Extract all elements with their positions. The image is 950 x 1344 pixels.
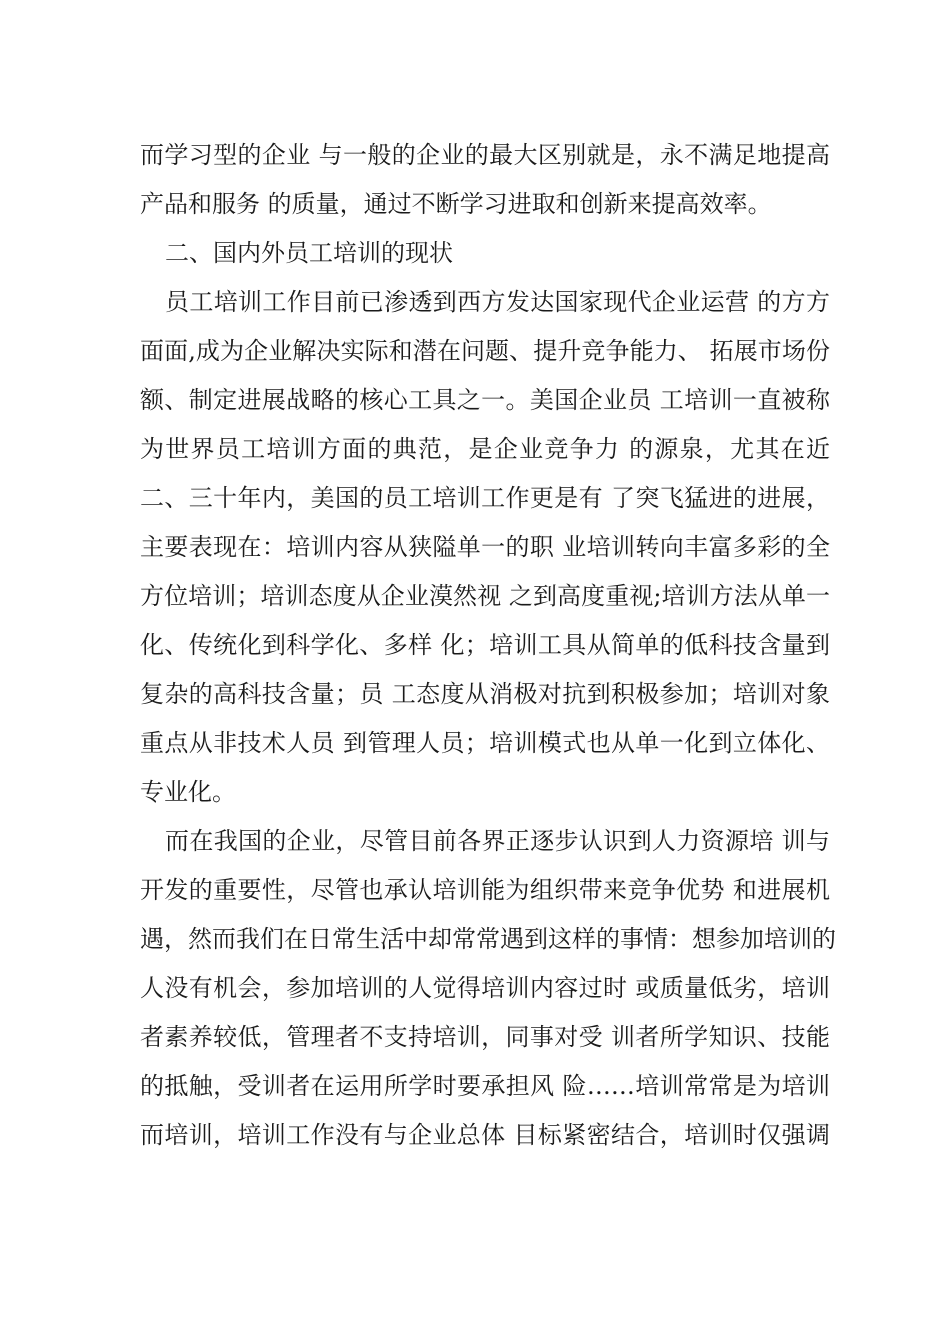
text-line: 额、制定进展战略的核心工具之一。美国企业员 工培训一直被称	[140, 386, 830, 414]
text-line: 面面,成为企业解决实际和潜在问题、提升竞争能力、 拓展市场份	[140, 337, 830, 365]
text-line: 者素养较低，管理者不支持培训，同事对受 训者所学知识、技能	[140, 1023, 830, 1051]
section-heading: 二、国内外员工培训的现状	[165, 239, 453, 267]
text-line: 员工培训工作目前已渗透到西方发达国家现代企业运营 的方方	[165, 288, 830, 316]
text-line: 复杂的高科技含量；员 工态度从消极对抗到积极参加；培训对象	[140, 680, 830, 708]
text-line: 产品和服务 的质量，通过不断学习进取和创新来提高效率。	[140, 190, 772, 218]
text-line: 重点从非技术人员 到管理人员；培训模式也从单一化到立体化、	[140, 729, 830, 757]
text-line: 开发的重要性，尽管也承认培训能为组织带来竞争优势 和进展机	[140, 876, 830, 904]
text-line: 的抵触，受训者在运用所学时要承担风 险……培训常常是为培训	[140, 1072, 830, 1100]
text-line: 化、传统化到科学化、多样 化；培训工具从简单的低科技含量到	[140, 631, 830, 659]
text-line: 方位培训；培训态度从企业漠然视 之到高度重视;培训方法从单一	[140, 582, 830, 610]
text-line: 专业化。	[140, 778, 236, 806]
text-line: 为世界员工培训方面的典范，是企业竞争力 的源泉，尤其在近	[140, 435, 830, 463]
text-line: 而在我国的企业，尽管目前各界正逐步认识到人力资源培 训与	[165, 827, 830, 855]
text-line: 而培训，培训工作没有与企业总体 目标紧密结合，培训时仅强调	[140, 1121, 830, 1149]
text-line: 主要表现在：培训内容从狭隘单一的职 业培训转向丰富多彩的全	[140, 533, 830, 561]
text-line: 二、三十年内，美国的员工培训工作更是有 了突飞猛进的进展，	[140, 484, 830, 512]
text-line: 而学习型的企业 与一般的企业的最大区别就是，永不满足地提高	[140, 141, 830, 169]
text-line: 人没有机会，参加培训的人觉得培训内容过时 或质量低劣，培训	[140, 974, 830, 1002]
text-line: 遇，然而我们在日常生活中却常常遇到这样的事情：想参加培训的	[140, 925, 836, 953]
